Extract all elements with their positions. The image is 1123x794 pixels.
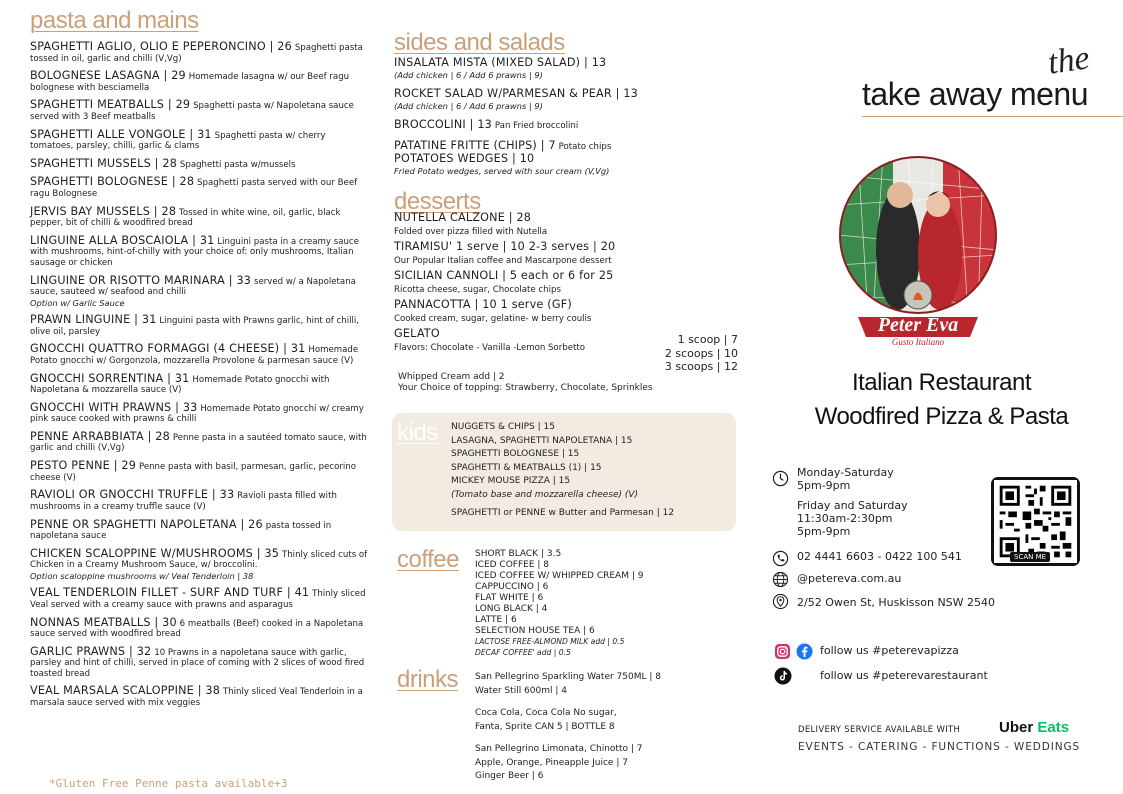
menu-item-desc: Homemade Potato gnocchi w/ Gorgonzola, mozzarella Provolone & parmesan sauce (V)	[30, 345, 359, 366]
coffee-item: LATTE | 6	[475, 615, 517, 625]
coffee-item: LONG BLACK | 4	[475, 604, 548, 614]
menu-item	[30, 588, 370, 610]
menu-item-name: RAVIOLI OR GNOCCHI TRUFFLE | 33	[30, 488, 235, 502]
menu-item	[30, 177, 370, 199]
dessert-item-name: SICILIAN CANNOLI | 5 each or 6 for 25	[394, 269, 614, 282]
dessert-item	[394, 300, 654, 324]
whipped-cream: Whipped Cream add | 2	[398, 372, 505, 382]
side-item-name: POTATOES WEDGES | 10	[394, 152, 535, 165]
hours-line-5: 5pm-9pm	[797, 525, 851, 538]
menu-item	[30, 686, 370, 708]
side-item-note: (Add chicken | 6 / Add 6 prawns | 9)	[394, 69, 543, 80]
dessert-item-desc: Flavors: Chocolate - Vanilla -Lemon Sorbetto	[394, 342, 586, 353]
dessert-item	[394, 271, 654, 295]
menu-item-desc: Spaghetti pasta served with our Beef ragu Bolognese	[30, 178, 358, 199]
side-item	[394, 89, 739, 111]
desserts-section-title: desserts	[394, 188, 481, 215]
menu-item	[30, 233, 370, 269]
menu-item-note: Option scaloppine mushrooms w/ Veal Tenderloin | 38	[30, 570, 254, 581]
gelato-price-3: 3 scoops | 12	[664, 360, 738, 373]
side-item	[394, 154, 739, 176]
address: 2/52 Owen St, Huskisson NSW 2540	[797, 596, 996, 609]
dessert-item-name: GELATO	[394, 327, 440, 340]
take-away-menu-title: take away menu	[862, 76, 1089, 112]
globe-icon	[772, 571, 789, 588]
instagram-icon[interactable]	[774, 643, 791, 660]
drink-item: Ginger Beer | 6	[475, 771, 544, 781]
pasta-list	[30, 42, 370, 708]
tagline	[760, 366, 1123, 434]
menu-item-name: PRAWN LINGUINE | 31	[30, 313, 157, 327]
menu-item-desc: pasta tossed in napoletana sauce	[30, 520, 332, 541]
menu-item-desc: Homemade Potato gnocchi with Napoletana & mozzarella sauce (V)	[30, 374, 330, 396]
side-item-name: ROCKET SALAD W/PARMESAN & PEAR | 13	[394, 87, 638, 100]
gelato-price-1: 1 scoop | 7	[677, 333, 738, 346]
menu-item	[30, 344, 370, 366]
drinks-list	[475, 671, 740, 793]
menu-item	[30, 156, 370, 171]
kids-list	[451, 421, 736, 521]
dessert-item	[394, 329, 654, 353]
menu-item-name: VEAL MARSALA SCALOPPINE | 38	[30, 684, 221, 698]
kids-item: SPAGHETTI BOLOGNESE | 15	[451, 449, 580, 459]
restaurant-logo	[838, 155, 998, 345]
coffee-note: DECAF COFFEE' add | 0.5	[475, 647, 571, 657]
website[interactable]: @petereva.com.au	[797, 572, 902, 585]
hours-line-3: Friday and Saturday	[797, 499, 908, 512]
drink-item: San Pellegrino Sparkling Water 750ML | 8	[475, 672, 661, 682]
hours-line-2: 5pm-9pm	[797, 479, 851, 492]
menu-item	[30, 204, 370, 229]
menu-item-name: GNOCCHI WITH PRAWNS | 33	[30, 400, 198, 414]
menu-item	[30, 273, 370, 309]
kids-item: NUGGETS & CHIPS | 15	[451, 422, 555, 432]
menu-item-name: GNOCCHI SORRENTINA | 31	[30, 371, 190, 385]
menu-item-name: PENNE OR SPAGHETTI NAPOLETANA | 26	[30, 517, 263, 531]
menu-item-name: LINGUINE ALLA BOSCAIOLA | 31	[30, 233, 215, 247]
menu-item-name: BOLOGNESE LASAGNA | 29	[30, 69, 186, 83]
menu-item	[30, 100, 370, 122]
delivery-text: DELIVERY SERVICE AVAILABLE WITH	[798, 725, 961, 735]
coffee-item: ICED COFFEE | 8	[475, 560, 549, 570]
menu-item-name: NONNAS MEATBALLS | 30	[30, 615, 177, 629]
tagline-line-2: Woodfired Pizza & Pasta	[814, 403, 1069, 430]
logo-subtext: Gusto Italiano	[891, 337, 945, 345]
coffee-section-title: coffee	[397, 546, 459, 573]
tiktok-icon[interactable]	[774, 667, 792, 685]
social-follow-2[interactable]: follow us #peterevarestaurant	[820, 669, 988, 682]
menu-item-desc: 10 Prawns in a napoletana sauce with garlic, parsley and hint of chilli, served in place of coming with 2 slices of wood fired toasted bread	[30, 647, 365, 679]
menu-item	[30, 615, 370, 640]
kids-item: SPAGHETTI & MEATBALLS (1) | 15	[451, 462, 602, 473]
kids-item: MICKEY MOUSE PIZZA | 15	[451, 476, 571, 486]
menu-item-name: GNOCCHI QUATTRO FORMAGGI (4 CHEESE) | 31	[30, 342, 306, 356]
coffee-item: SELECTION HOUSE TEA | 6	[475, 626, 595, 636]
drink-item: Coca Cola, Coca Cola No sugar,	[475, 708, 617, 718]
menu-item-desc: Homemade Potato gnocchi w/ creamy pink sauce cooked with prawns & chilli	[30, 403, 364, 425]
menu-item-desc: Spaghetti pasta w/mussels	[179, 159, 296, 170]
phone-icon	[772, 550, 789, 567]
menu-item-note: Option w/ Garlic Sauce	[30, 297, 125, 308]
title-underline	[862, 116, 1123, 117]
side-item-note: Fried Potato wedges, served with sour cream (V,Vg)	[394, 165, 610, 176]
coffee-note: LACTOSE FREE-ALMOND MILK add | 0.5	[475, 637, 625, 646]
drink-group	[475, 743, 740, 784]
coffee-list	[475, 549, 740, 658]
dessert-item	[394, 213, 654, 237]
tagline-line-1: Italian Restaurant	[851, 369, 1032, 396]
social-follow-1[interactable]: follow us #peterevapizza	[820, 644, 959, 657]
menu-item-desc: Linguini pasta in a creamy sauce with mushrooms, hint-of-chilly with your choice of: only mushrooms, Italian sausage or chicken	[30, 236, 359, 268]
dessert-item-desc: Folded over pizza filled with Nutella	[394, 226, 548, 237]
clock-icon	[772, 470, 789, 487]
menu-item-desc: Spaghetti pasta w/ Napoletana sauce served with 3 Beef meatballs	[30, 101, 354, 122]
menu-item-name: SPAGHETTI MEATBALLS | 29	[30, 98, 191, 112]
facebook-icon[interactable]	[796, 643, 813, 660]
gelato-price-2: 2 scoops | 10	[664, 346, 738, 360]
menu-item-name: LINGUINE OR RISOTTO MARINARA | 33	[30, 273, 252, 287]
side-item-note: (Add chicken | 6 / Add 6 prawns | 9)	[394, 100, 543, 111]
menu-item-name: SPAGHETTI MUSSELS | 28	[30, 156, 178, 170]
coffee-item: SHORT BLACK | 3.5	[475, 549, 562, 559]
drink-item: San Pellegrino Limonata, Chinotto | 7	[475, 744, 643, 754]
dessert-item-name: PANNACOTTA | 10 1 serve (GF)	[394, 298, 572, 311]
menu-item-name: PENNE ARRABBIATA | 28	[30, 429, 170, 443]
dessert-item-name: TIRAMISU' 1 serve | 10 2-3 serves | 20	[394, 240, 616, 253]
kids-section-title: kids	[397, 419, 438, 446]
drink-item: Water Still 600ml | 4	[475, 685, 567, 696]
menu-item	[30, 371, 370, 396]
opening-hours	[797, 466, 908, 538]
menu-item	[30, 71, 370, 93]
side-item-desc: Potato chips	[558, 141, 612, 152]
hours-line-1: Monday-Saturday	[797, 466, 894, 479]
drink-item: Fanta, Sprite CAN 5 | BOTTLE 8	[475, 721, 615, 732]
sides-list	[394, 58, 739, 185]
kids-item: LASAGNA, SPAGHETTI NAPOLETANA | 15	[451, 435, 633, 446]
side-item-name: PATATINE FRITTE (CHIPS) | 7	[394, 138, 556, 152]
menu-item-name: SPAGHETTI BOLOGNESE | 28	[30, 175, 195, 189]
menu-item-desc: Thinly sliced cuts of Chicken in a Creamy Mushroom Sauce, w/ broccolini.	[30, 549, 368, 571]
menu-item	[30, 400, 370, 425]
menu-item-name: JERVIS BAY MUSSELS | 28	[30, 204, 177, 218]
menu-item-desc: Ravioli pasta filled with mushrooms in a creamy truffle sauce (V)	[30, 491, 337, 512]
menu-item-name: PESTO PENNE | 29	[30, 459, 137, 473]
eats-word: Eats	[1037, 719, 1070, 736]
side-item	[394, 138, 739, 153]
menu-item	[30, 127, 370, 152]
location-icon	[772, 593, 789, 610]
menu-item-name: SPAGHETTI AGLIO, OLIO E PEPERONCINO | 26	[30, 40, 292, 53]
side-item	[394, 120, 739, 132]
menu-item-desc: Penne pasta in a sautéed tomato sauce, with garlic and chilli (V,Vg)	[30, 432, 367, 454]
menu-item	[30, 315, 370, 337]
menu-item	[30, 461, 370, 483]
menu-item-desc: Homemade lasagna w/ our Beef ragu bolognese with besciamella	[30, 72, 350, 93]
coffee-item: FLAT WHITE | 6	[475, 593, 544, 603]
uber-word: Uber	[999, 719, 1034, 736]
menu-item	[30, 546, 370, 582]
gelato-prices	[648, 333, 738, 374]
menu-item	[30, 42, 370, 64]
menu-item-desc: Penne pasta with basil, parmesan, garlic, pecorino cheese (V)	[30, 462, 356, 483]
dessert-item	[394, 242, 654, 266]
menu-item-name: GARLIC PRAWNS | 32	[30, 644, 152, 658]
menu-item	[30, 429, 370, 454]
menu-item-desc: Thinly sliced Veal served with a creamy sauce with prawns and asparagus	[30, 589, 366, 610]
menu-item	[30, 644, 370, 680]
menu-item-desc: Thinly sliced Veal Tenderloin in a marsala sauce served with mix veggies	[30, 687, 363, 708]
dessert-item-desc: Ricotta cheese, sugar, Chocolate chips	[394, 284, 561, 295]
drink-group	[475, 707, 740, 734]
menu-item-name: CHICKEN SCALOPPINE W/MUSHROOMS | 35	[30, 546, 280, 560]
menu-item-name: VEAL TENDERLOIN FILLET - SURF AND TURF | 41	[30, 586, 310, 600]
side-item	[394, 58, 739, 80]
desserts-list	[394, 213, 654, 358]
hours-line-4: 11:30am-2:30pm	[797, 512, 893, 525]
side-item-desc: Pan Fried broccolini	[494, 121, 579, 131]
kids-item: SPAGHETTI or PENNE w Butter and Parmesan | 12	[451, 508, 675, 518]
side-item-name: BROCCOLINI | 13	[394, 118, 493, 131]
coffee-item: ICED COFFEE W/ WHIPPED CREAM | 9	[475, 571, 644, 581]
dessert-extras	[398, 372, 653, 394]
menu-item-desc: 6 meatballs (Beef) cooked in a Napoletana sauce served with woodfired bread	[30, 618, 364, 640]
coffee-item: CAPPUCCINO | 6	[475, 582, 549, 592]
the-script: the	[1045, 39, 1092, 82]
menu-item-desc: Linguini pasta with Prawns garlic, hint of chilli, olive oil, parsley	[30, 316, 359, 337]
menu-item-desc: served w/ a Napoletana sauce, sauteed w/ seafood and chilli	[30, 276, 356, 297]
uber-eats-logo[interactable]	[999, 719, 1069, 736]
drinks-section-title: drinks	[397, 666, 459, 693]
events-line: EVENTS - CATERING - FUNCTIONS - WEDDINGS	[798, 741, 1081, 753]
dessert-item-desc: Cooked cream, sugar, gelatine- w berry coulis	[394, 313, 592, 324]
toppings: Your Choice of topping: Strawberry, Chocolate, Sprinkles	[398, 383, 653, 393]
logo-text: Peter Eva	[877, 314, 959, 336]
menu-item	[30, 490, 370, 512]
dessert-item-name: NUTELLA CALZONE | 28	[394, 211, 532, 224]
menu-item-desc: Spaghetti pasta tossed in oil, garlic and chilli (V,Vg)	[30, 43, 363, 64]
gluten-free-note: *Gluten Free Penne pasta available+3	[49, 777, 288, 790]
kids-item: (Tomato base and mozzarella cheese) (V)	[451, 489, 639, 500]
phone-number[interactable]: 02 4441 6603 - 0422 100 541	[797, 550, 962, 563]
pasta-section-title: pasta and mains	[30, 7, 199, 34]
drink-group	[475, 671, 740, 698]
dessert-item-desc: Our Popular Italian coffee and Mascarpone dessert	[394, 255, 612, 266]
menu-item	[30, 517, 370, 542]
sides-section-title: sides and salads	[394, 29, 565, 56]
drink-item: Apple, Orange, Pineapple Juice | 7	[475, 757, 628, 768]
menu-item-desc: Tossed in white wine, oil, garlic, black pepper, bit of chilli & woodfired bread	[30, 207, 341, 229]
side-item-name: INSALATA MISTA (MIXED SALAD) | 13	[394, 56, 607, 69]
scan-me-label: SCAN ME	[1010, 552, 1050, 562]
menu-item-desc: Spaghetti pasta w/ cherry tomatoes, parsley, chilli, garlic & clams	[30, 130, 326, 152]
menu-item-name: SPAGHETTI ALLE VONGOLE | 31	[30, 127, 212, 141]
